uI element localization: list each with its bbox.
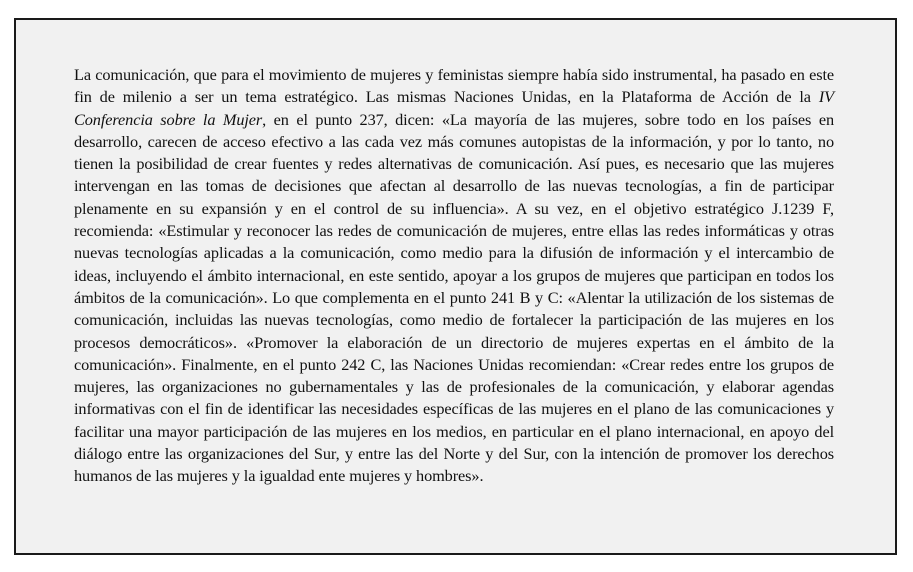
paragraph-text-rest: , en el punto 237, dicen: «La mayoría de las mujeres, sobre todo en los países en desarrollo, carecen de acceso efectivo a las cada vez más comunes autopistas de la información, y por lo tanto, no tienen la posibilidad de crear fuentes y redes alternativas de comunicación. Así pues, es necesario que las mujeres intervengan en las tomas de decisiones que afectan al desarrollo de las nuevas tecnologías, a fin de participar plenamente en su expansión y en el control de su influencia». A su vez, en el objetivo estratégico J.1239 F, recomienda: «Estimular y reconocer las redes de comunicación de mujeres, entre ellas las redes informáticas y otras nuevas tecnologías aplicadas a la comunicación, como medio para la difusión de información y el intercambio de ideas, incluyendo el ámbito internacional, en este sentido, apoyar a los grupos de mujeres que participan en todos los ámbitos de la comunicación». Lo que complementa en el punto 241 B y C: «Alentar la utilización de los sistemas de comunicación, incluidas las nuevas tecnologías, como medio de fortalecer la participación de las mujeres en los procesos democráticos». «Promover la elaboración de un directorio de mujeres expertas en el ámbito de la comunicación». Finalmente, en el punto 242 C, las Naciones Unidas recomiendan: «Crear redes entre los grupos de mujeres, las organizaciones no gubernamentales y las de profesionales de la comunicación, y elaborar agendas informativas con el fin de identificar las necesidades específicas de las mujeres en el plano de las comunicaciones y facilitar una mayor participación de las mujeres en los medios, en particular en el plano internacional, en apoyo del diálogo entre las organizaciones del Sur, y entre las del Norte y del Sur, con la intención de promover los derechos humanos de las mujeres y la igualdad ente mujeres y hombres». xyxy=(74,109,834,486)
paragraph-text-start: La comunicación, que para el movimiento de mujeres y feministas siempre había sido instrumental, ha pasado en este fin de milenio a ser un tema estratégico. Las mismas Naciones Unidas, en la Plataforma de Acción de la xyxy=(74,65,834,107)
quote-box xyxy=(14,18,897,555)
body-paragraph xyxy=(74,64,834,488)
conference-title-italic: IV Conferencia sobre la Mujer xyxy=(74,87,834,129)
